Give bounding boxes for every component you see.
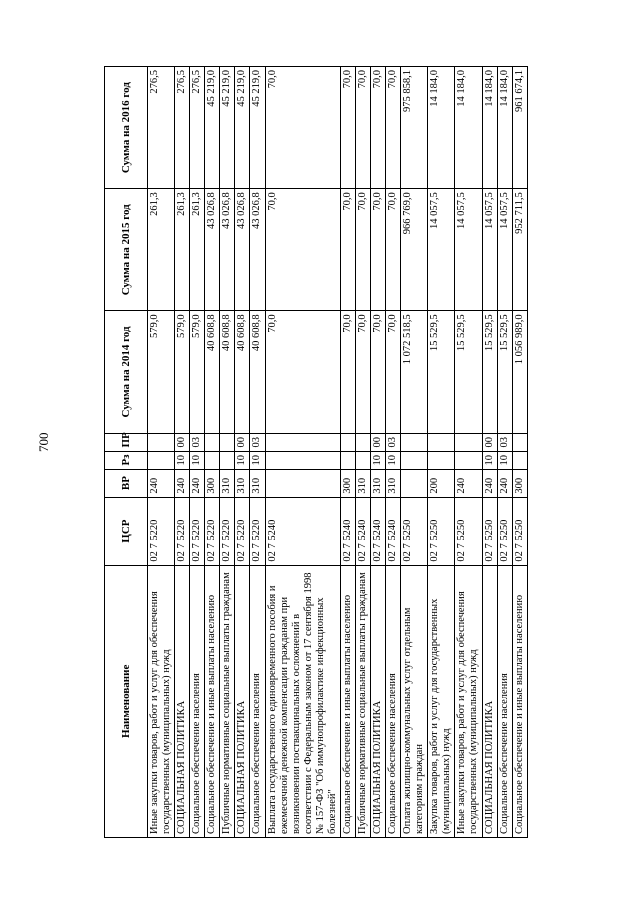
cell-sum-2016: 14 184,0	[482, 67, 497, 189]
cell-rz	[220, 451, 235, 469]
cell-name: Выплата государственного единовременного пособия и ежемесячной денежной компенсации гражданам при возникновении поствакцинальных осложнений в соответствии с Федеральным законом от 17 сентября 1998 № 157-ФЗ "Об иммунопрофилактике инфекционных болезней"	[265, 565, 340, 837]
cell-pr	[401, 433, 428, 451]
table-row	[148, 67, 175, 838]
cell-sum-2015: 952 711,5	[512, 189, 527, 311]
cell-csr: 02 7 5240	[371, 497, 386, 565]
cell-name: Публичные нормативные социальные выплаты гражданам	[220, 565, 235, 837]
cell-name: Социальное обеспечение и иные выплаты населению	[512, 565, 527, 837]
table-body	[148, 67, 528, 838]
cell-sum-2015: 70,0	[355, 189, 370, 311]
cell-sum-2015: 43 026,8	[205, 189, 220, 311]
cell-vr: 300	[340, 469, 355, 497]
cell-sum-2015: 14 057,5	[482, 189, 497, 311]
cell-sum-2016: 45 219,0	[235, 67, 250, 189]
cell-csr: 02 7 5220	[148, 497, 175, 565]
header-pr: ПР	[105, 433, 148, 451]
cell-csr: 02 7 5240	[340, 497, 355, 565]
cell-sum-2014: 40 608,8	[220, 311, 235, 433]
cell-sum-2015: 70,0	[386, 189, 401, 311]
table-row	[175, 67, 190, 838]
cell-rz	[428, 451, 455, 469]
cell-vr: 310	[386, 469, 401, 497]
header-rz: Рз	[105, 451, 148, 469]
cell-vr: 240	[455, 469, 482, 497]
cell-vr	[265, 469, 340, 497]
cell-sum-2016: 14 184,0	[497, 67, 512, 189]
cell-name: СОЦИАЛЬНАЯ ПОЛИТИКА	[235, 565, 250, 837]
table-row	[355, 67, 370, 838]
cell-sum-2015: 43 026,8	[250, 189, 265, 311]
cell-sum-2014: 15 529,5	[497, 311, 512, 433]
cell-vr: 310	[371, 469, 386, 497]
table-row	[205, 67, 220, 838]
cell-sum-2015: 43 026,8	[220, 189, 235, 311]
cell-pr	[148, 433, 175, 451]
cell-csr: 02 7 5250	[512, 497, 527, 565]
cell-pr: 03	[250, 433, 265, 451]
cell-sum-2014: 40 608,8	[250, 311, 265, 433]
cell-name: Социальное обеспечение и иные выплаты населению	[340, 565, 355, 837]
cell-vr	[401, 469, 428, 497]
cell-sum-2016: 45 219,0	[250, 67, 265, 189]
table-row	[512, 67, 527, 838]
cell-rz: 10	[386, 451, 401, 469]
cell-csr: 02 7 5220	[220, 497, 235, 565]
cell-rz: 10	[371, 451, 386, 469]
cell-vr: 300	[512, 469, 527, 497]
cell-pr: 00	[235, 433, 250, 451]
header-sum-2015: Сумма на 2015 год	[105, 189, 148, 311]
cell-sum-2014: 579,0	[148, 311, 175, 433]
cell-sum-2016: 70,0	[371, 67, 386, 189]
header-vr: ВР	[105, 469, 148, 497]
cell-sum-2016: 975 858,1	[401, 67, 428, 189]
budget-table-container	[104, 66, 528, 838]
cell-sum-2015: 70,0	[265, 189, 340, 311]
cell-vr: 310	[355, 469, 370, 497]
cell-sum-2016: 14 184,0	[455, 67, 482, 189]
cell-sum-2014: 70,0	[371, 311, 386, 433]
cell-vr: 240	[190, 469, 205, 497]
cell-sum-2014: 15 529,5	[428, 311, 455, 433]
cell-pr	[265, 433, 340, 451]
header-sum-2016: Сумма на 2016 год	[105, 67, 148, 189]
cell-rz	[455, 451, 482, 469]
cell-rz: 10	[250, 451, 265, 469]
budget-table	[104, 66, 528, 838]
table-row	[371, 67, 386, 838]
cell-sum-2016: 45 219,0	[220, 67, 235, 189]
cell-sum-2015: 261,3	[190, 189, 205, 311]
cell-vr: 300	[205, 469, 220, 497]
cell-sum-2015: 70,0	[340, 189, 355, 311]
header-sum-2014: Сумма на 2014 год	[105, 311, 148, 433]
cell-name: СОЦИАЛЬНАЯ ПОЛИТИКА	[371, 565, 386, 837]
page-number: 700	[36, 432, 51, 452]
cell-csr: 02 7 5220	[190, 497, 205, 565]
cell-sum-2015: 43 026,8	[235, 189, 250, 311]
cell-vr: 240	[497, 469, 512, 497]
cell-vr: 310	[235, 469, 250, 497]
cell-csr: 02 7 5240	[265, 497, 340, 565]
cell-name: Социальное обеспечение населения	[386, 565, 401, 837]
cell-sum-2014: 70,0	[355, 311, 370, 433]
cell-sum-2014: 579,0	[175, 311, 190, 433]
cell-vr: 240	[148, 469, 175, 497]
cell-csr: 02 7 5240	[386, 497, 401, 565]
cell-pr	[220, 433, 235, 451]
cell-name: Публичные нормативные социальные выплаты гражданам	[355, 565, 370, 837]
table-row	[220, 67, 235, 838]
cell-csr: 02 7 5250	[482, 497, 497, 565]
cell-pr: 00	[175, 433, 190, 451]
cell-csr: 02 7 5220	[235, 497, 250, 565]
header-csr: ЦСР	[105, 497, 148, 565]
cell-csr: 02 7 5250	[455, 497, 482, 565]
cell-name: Оплата жилищно-коммунальных услуг отдельным категориям граждан	[401, 565, 428, 837]
cell-pr: 00	[371, 433, 386, 451]
table-row	[386, 67, 401, 838]
cell-name: Социальное обеспечение населения	[190, 565, 205, 837]
table-row	[340, 67, 355, 838]
cell-sum-2014: 40 608,8	[205, 311, 220, 433]
cell-sum-2014: 70,0	[265, 311, 340, 433]
cell-name: СОЦИАЛЬНАЯ ПОЛИТИКА	[175, 565, 190, 837]
cell-pr	[428, 433, 455, 451]
cell-vr: 240	[175, 469, 190, 497]
cell-sum-2016: 276,5	[190, 67, 205, 189]
cell-rz: 10	[175, 451, 190, 469]
cell-rz	[265, 451, 340, 469]
cell-sum-2015: 14 057,5	[428, 189, 455, 311]
cell-sum-2015: 14 057,5	[497, 189, 512, 311]
cell-sum-2014: 579,0	[190, 311, 205, 433]
table-row	[401, 67, 428, 838]
cell-sum-2016: 14 184,0	[428, 67, 455, 189]
cell-csr: 02 7 5250	[497, 497, 512, 565]
cell-sum-2014: 15 529,5	[482, 311, 497, 433]
cell-sum-2016: 70,0	[386, 67, 401, 189]
cell-csr: 02 7 5220	[175, 497, 190, 565]
cell-pr	[355, 433, 370, 451]
table-row	[455, 67, 482, 838]
cell-sum-2016: 961 674,1	[512, 67, 527, 189]
cell-pr: 03	[497, 433, 512, 451]
cell-sum-2016: 45 219,0	[205, 67, 220, 189]
cell-sum-2016: 276,5	[148, 67, 175, 189]
cell-sum-2014: 70,0	[386, 311, 401, 433]
cell-rz	[355, 451, 370, 469]
cell-name: Социальное обеспечение населения	[497, 565, 512, 837]
cell-vr: 240	[482, 469, 497, 497]
cell-rz: 10	[190, 451, 205, 469]
cell-pr	[340, 433, 355, 451]
cell-sum-2015: 966 769,0	[401, 189, 428, 311]
cell-sum-2015: 261,3	[148, 189, 175, 311]
cell-sum-2014: 15 529,5	[455, 311, 482, 433]
table-row	[265, 67, 340, 838]
cell-pr: 00	[482, 433, 497, 451]
cell-rz	[205, 451, 220, 469]
cell-sum-2014: 1 072 518,5	[401, 311, 428, 433]
cell-sum-2015: 261,3	[175, 189, 190, 311]
table-row	[190, 67, 205, 838]
cell-csr: 02 7 5220	[250, 497, 265, 565]
cell-csr: 02 7 5220	[205, 497, 220, 565]
cell-pr: 03	[386, 433, 401, 451]
cell-csr: 02 7 5250	[428, 497, 455, 565]
cell-rz: 10	[497, 451, 512, 469]
table-row	[235, 67, 250, 838]
cell-name: Иные закупки товаров, работ и услуг для обеспечения государственных (муниципальных) нужд	[148, 565, 175, 837]
cell-sum-2016: 70,0	[355, 67, 370, 189]
cell-sum-2015: 70,0	[371, 189, 386, 311]
cell-name: СОЦИАЛЬНАЯ ПОЛИТИКА	[482, 565, 497, 837]
table-header-row	[105, 67, 148, 838]
cell-sum-2014: 40 608,8	[235, 311, 250, 433]
table-row	[428, 67, 455, 838]
cell-csr: 02 7 5250	[401, 497, 428, 565]
cell-vr: 200	[428, 469, 455, 497]
cell-rz: 10	[482, 451, 497, 469]
cell-csr: 02 7 5240	[355, 497, 370, 565]
cell-sum-2016: 70,0	[340, 67, 355, 189]
cell-name: Социальное обеспечение и иные выплаты населению	[205, 565, 220, 837]
cell-pr	[205, 433, 220, 451]
cell-pr	[455, 433, 482, 451]
header-name: Наименование	[105, 565, 148, 837]
cell-sum-2016: 276,5	[175, 67, 190, 189]
cell-sum-2014: 1 056 989,0	[512, 311, 527, 433]
cell-pr: 03	[190, 433, 205, 451]
cell-rz	[401, 451, 428, 469]
cell-name: Закупка товаров, работ и услуг для государственных (муниципальных) нужд	[428, 565, 455, 837]
cell-sum-2016: 70,0	[265, 67, 340, 189]
cell-name: Иные закупки товаров, работ и услуг для обеспечения государственных (муниципальных) нужд	[455, 565, 482, 837]
table-row	[250, 67, 265, 838]
table-row	[497, 67, 512, 838]
cell-rz	[148, 451, 175, 469]
cell-sum-2014: 70,0	[340, 311, 355, 433]
cell-rz	[340, 451, 355, 469]
cell-sum-2015: 14 057,5	[455, 189, 482, 311]
cell-name: Социальное обеспечение населения	[250, 565, 265, 837]
cell-rz	[512, 451, 527, 469]
cell-pr	[512, 433, 527, 451]
cell-vr: 310	[250, 469, 265, 497]
cell-rz: 10	[235, 451, 250, 469]
cell-vr: 310	[220, 469, 235, 497]
table-row	[482, 67, 497, 838]
